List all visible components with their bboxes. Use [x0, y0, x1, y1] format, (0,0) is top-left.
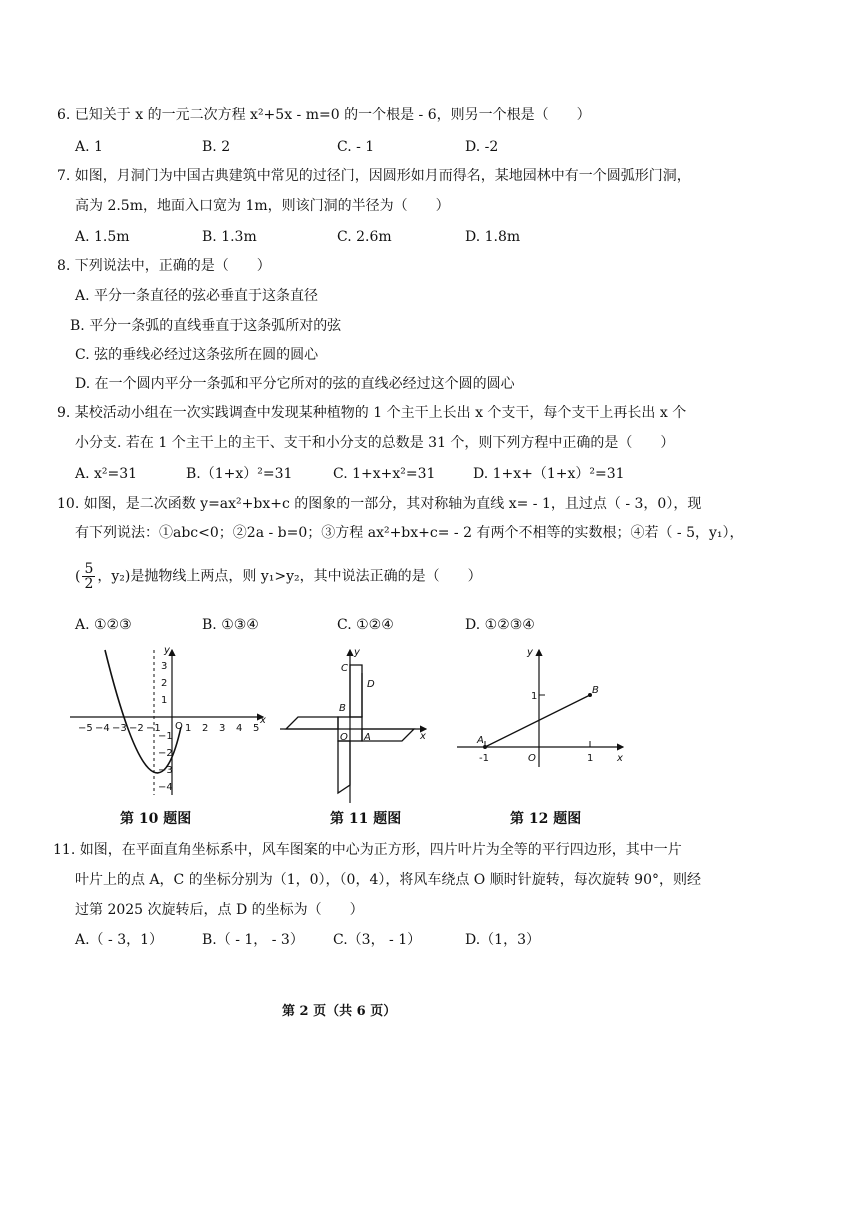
q8-option-b: B. 平分一条弧的直线垂直于这条弧所对的弦	[70, 318, 342, 334]
fraction-five-halves	[82, 562, 95, 591]
q10-option-c: C. ①②④	[337, 617, 394, 633]
q8-option-c: C. 弦的垂线必经过这条弦所在圆的圆心	[75, 347, 319, 363]
q7-stem-line1: 7. 如图，月洞门为中国古典建筑中常见的过径门，因圆形如月而得名，某地园林中有一个圆弧形门洞，	[57, 168, 691, 184]
q9-option-b: B.（1+x）²=31	[186, 466, 293, 482]
figure-11-caption: 第 11 题图	[330, 811, 402, 827]
fig11-blade-left	[286, 717, 338, 729]
q10-stem-line2: 有下列说法：①abc<0；②2a - b=0；③方程 ax²+bx+c= - 2 有两个不相等的实数根；④若（ - 5，y₁），	[75, 525, 744, 541]
fig10-x-tick: −3	[112, 723, 127, 734]
q8-stem: 8. 下列说法中，正确的是（ ）	[57, 258, 271, 274]
fig10-y-tick: −4	[158, 782, 173, 793]
q10-line3-open: (	[75, 568, 81, 585]
fig12-label-b: B	[592, 685, 599, 696]
q6-option-b: B. 2	[202, 139, 231, 155]
q11-option-d: D.（1，3）	[465, 932, 540, 948]
fig12-origin-label: O	[528, 753, 536, 764]
fig10-y-tick: 1	[161, 695, 168, 706]
fig10-origin-label: O	[175, 721, 183, 732]
q11-stem-line3: 过第 2025 次旋转后，点 D 的坐标为（ ）	[75, 902, 364, 918]
fig11-label-c: C	[341, 663, 348, 674]
fig10-y-tick: 3	[161, 661, 168, 672]
figure-12-segment-graph	[455, 645, 630, 770]
fig10-y-tick: 2	[161, 678, 168, 689]
q10-option-b: B. ①③④	[202, 617, 259, 633]
fig12-x-label: x	[617, 753, 623, 764]
q10-stem-line1: 10. 如图，是二次函数 y=ax²+bx+c 的图象的一部分，其对称轴为直线 x= - 1，且过点（ - 3，0），现	[57, 496, 702, 512]
fig10-x-tick: −2	[129, 723, 144, 734]
q11-option-c: C.（3， - 1）	[333, 932, 422, 948]
q7-option-d: D. 1.8m	[465, 229, 521, 245]
fig10-y-tick: −3	[158, 765, 173, 776]
q11-option-a: A.（ - 3，1）	[75, 932, 164, 948]
fig11-label-a: A	[364, 732, 371, 743]
q6-option-c: C. - 1	[337, 139, 375, 155]
fig10-x-tick: −5	[78, 723, 93, 734]
q9-option-d: D. 1+x+（1+x）²=31	[473, 466, 625, 482]
fig10-x-tick: −4	[95, 723, 110, 734]
q6-stem: 6. 已知关于 x 的一元二次方程 x²+5x - m=0 的一个根是 - 6，则另一个根是（ ）	[57, 107, 591, 123]
fig11-label-o: O	[340, 732, 348, 743]
q7-option-c: C. 2.6m	[337, 229, 392, 245]
fig12-y-label: y	[527, 647, 533, 658]
q11-option-b: B.（ - 1， - 3）	[202, 932, 304, 948]
fig12-tick-label: 1	[531, 691, 538, 702]
fig11-x-label: x	[420, 731, 426, 742]
fig10-x-tick: 1	[185, 723, 192, 734]
q6-option-d: D. -2	[465, 139, 499, 155]
q7-option-b: B. 1.3m	[202, 229, 257, 245]
fig10-y-label: y	[164, 645, 170, 656]
q6-option-a: A. 1	[75, 139, 103, 155]
figure-11-windmill-graph	[278, 645, 433, 805]
fig10-x-tick: 4	[236, 723, 243, 734]
fig12-label-a: A	[477, 735, 484, 746]
q11-stem-line1: 11. 如图，在平面直角坐标系中，风车图案的中心为正方形，四片叶片为全等的平行四边形，其中一片	[53, 842, 682, 858]
fraction-denominator: 2	[84, 576, 94, 592]
q9-option-a: A. x²=31	[75, 466, 138, 482]
fig11-blade-bottom	[338, 741, 350, 793]
figure-10-caption: 第 10 题图	[120, 811, 192, 827]
fig10-x-tick: 5	[253, 723, 260, 734]
q7-option-a: A. 1.5m	[75, 229, 130, 245]
fig12-tick-label: -1	[479, 753, 489, 764]
figure-10-parabola-graph	[68, 645, 273, 800]
q8-option-a: A. 平分一条直径的弦必垂直于这条直径	[75, 288, 319, 304]
fig11-label-d: D	[367, 679, 375, 690]
q9-stem-line2: 小分支. 若在 1 个主干上的主干、支干和小分支的总数是 31 个，则下列方程中正确的是（ ）	[75, 435, 675, 451]
fig11-label-b: B	[339, 703, 346, 714]
q10-stem-line3	[75, 562, 482, 591]
fig12-segment-ab	[485, 695, 590, 747]
fig10-y-tick: −2	[158, 748, 173, 759]
fig12-tick-label: 1	[587, 753, 594, 764]
q9-option-c: C. 1+x+x²=31	[333, 466, 436, 482]
q10-option-a: A. ①②③	[75, 617, 132, 633]
fraction-numerator: 5	[84, 561, 94, 577]
q10-option-d: D. ①②③④	[465, 617, 535, 633]
fig10-y-tick: −1	[158, 731, 173, 742]
fig10-x-label: x	[260, 715, 266, 726]
q7-stem-line2: 高为 2.5m，地面入口宽为 1m，则该门洞的半径为（ ）	[75, 198, 450, 214]
q11-stem-line2: 叶片上的点 A，C 的坐标分别为（1，0），（0，4），将风车绕点 O 顺时针旋转，每次旋转 90°，则经	[75, 872, 701, 888]
fig10-x-tick: 2	[202, 723, 209, 734]
q8-option-d: D. 在一个圆内平分一条弧和平分它所对的弦的直线必经过这个圆的圆心	[75, 376, 515, 392]
q10-line3-rest: ，y₂)是抛物线上两点，则 y₁>y₂，其中说法正确的是（ ）	[97, 568, 482, 585]
fig10-x-tick: 3	[219, 723, 226, 734]
page-number-footer: 第 2 页（共 6 页）	[282, 1004, 397, 1019]
q9-stem-line1: 9. 某校活动小组在一次实践调查中发现某种植物的 1 个主干上长出 x 个支干，每个支干上再长出 x 个	[57, 405, 687, 421]
figure-12-caption: 第 12 题图	[510, 811, 582, 827]
fig11-y-label: y	[354, 647, 360, 658]
fig10-x-tick: −1	[146, 723, 161, 734]
fig11-blade-top	[350, 665, 362, 717]
